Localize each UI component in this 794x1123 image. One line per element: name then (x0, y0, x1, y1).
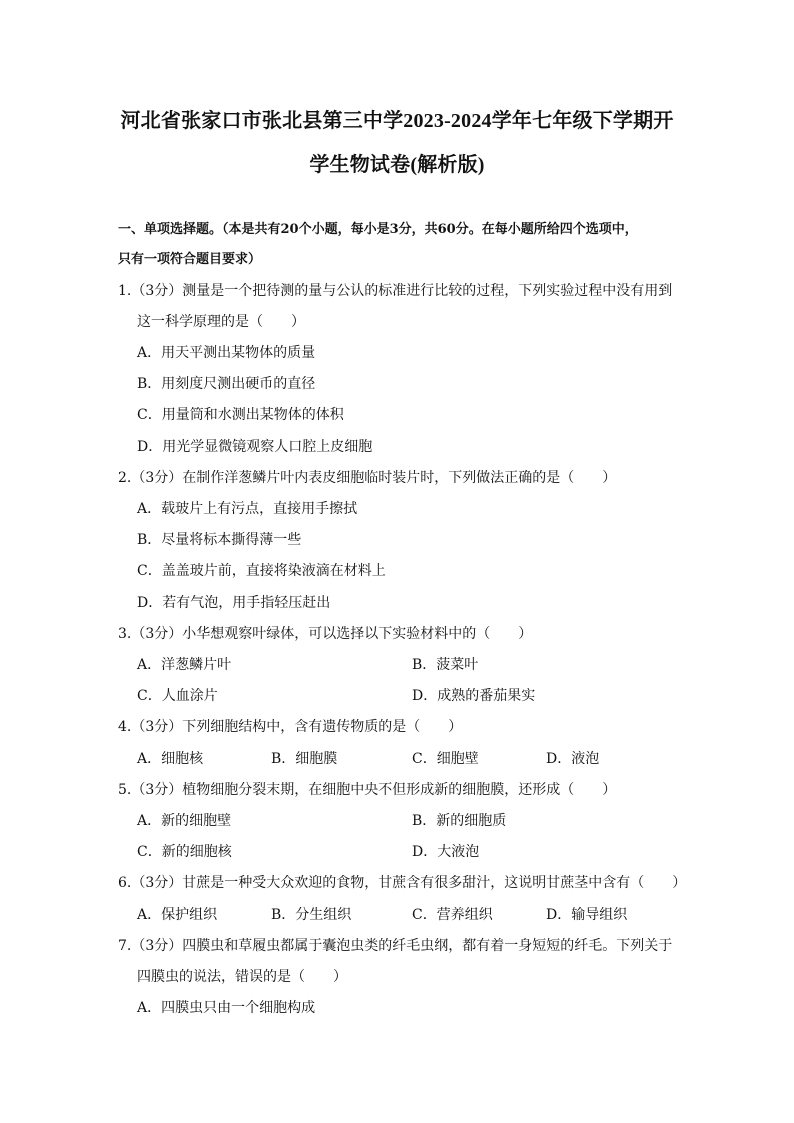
question-1-option-d: D．用光学显微镜观察人口腔上皮细胞 (137, 439, 373, 455)
question-4-option-c: C．细胞壁 (412, 751, 479, 767)
question-7-option-a: A．四膜虫只由一个细胞构成 (137, 1000, 316, 1016)
question-6-stem: 6.（3分）甘蔗是一种受大众欢迎的食物，甘蔗含有很多甜汁，这说明甘蔗茎中含有（ ） (118, 875, 687, 891)
question-1-stem-continued: 这一科学原理的是（ ） (137, 314, 305, 330)
question-1-option-c: C．用量筒和水测出某物体的体积 (137, 407, 344, 423)
question-4-option-b: B．细胞膜 (271, 751, 338, 767)
exam-title-line-2: 学生物试卷(解析版) (309, 154, 485, 176)
question-6-option-b: B．分生组织 (271, 907, 352, 923)
question-5-stem: 5.（3分）植物细胞分裂末期，在细胞中央不但形成新的细胞膜，还形成（ ） (118, 782, 617, 798)
question-4-option-a: A．细胞核 (137, 751, 204, 767)
section-heading-line-2: 只有一项符合题目要求） (118, 252, 262, 267)
question-3-option-a: A．洋葱鳞片叶 (137, 657, 232, 673)
question-5-option-c: C．新的细胞核 (137, 844, 232, 860)
question-1-option-b: B．用刻度尺测出硬币的直径 (137, 376, 316, 392)
section-heading-line-1: 一、单项选择题。（本是共有20个小题，每小是3分，共60分。在每小题所给四个选项中， (118, 222, 638, 237)
question-2-option-d: D．若有气泡，用手指轻压赶出 (137, 595, 331, 611)
question-1-option-a: A．用天平测出某物体的质量 (137, 345, 316, 361)
question-3-option-c: C．人血涂片 (137, 688, 218, 704)
question-5-option-a: A．新的细胞壁 (137, 813, 232, 829)
question-3-option-b: B．菠菜叶 (412, 657, 479, 673)
question-6-option-d: D．输导组织 (546, 907, 628, 923)
exam-title-line-1: 河北省张家口市张北县第三中学2023-2024学年七年级下学期开 (120, 110, 674, 132)
question-2-option-c: C．盖盖玻片前，直接将染液滴在材料上 (137, 563, 386, 579)
question-2-option-b: B．尽量将标本撕得薄一些 (137, 532, 302, 548)
question-2-stem: 2.（3分）在制作洋葱鳞片叶内表皮细胞临时装片时，下列做法正确的是（ ） (118, 470, 617, 486)
question-6-option-c: C．营养组织 (412, 907, 493, 923)
question-1-stem: 1.（3分）测量是一个把待测的量与公认的标准进行比较的过程，下列实验过程中没有用到 (118, 283, 673, 299)
question-2-option-a: A．载玻片上有污点，直接用手擦拭 (137, 501, 358, 517)
question-4-stem: 4.（3分）下列细胞结构中，含有遗传物质的是（ ） (118, 719, 463, 735)
question-3-stem: 3.（3分）小华想观察叶绿体，可以选择以下实验材料中的（ ） (118, 626, 533, 642)
question-7-stem-continued: 四膜虫的说法，错误的是（ ） (137, 969, 347, 985)
question-6-option-a: A．保护组织 (137, 907, 218, 923)
question-7-stem: 7.（3分）四膜虫和草履虫都属于囊泡虫类的纤毛虫纲，都有着一身短短的纤毛。下列关于 (118, 938, 673, 954)
question-3-option-d: D．成熟的番茄果实 (412, 688, 536, 704)
question-4-option-d: D．液泡 (546, 751, 600, 767)
question-5-option-b: B．新的细胞质 (412, 813, 507, 829)
question-5-option-d: D．大液泡 (412, 844, 480, 860)
